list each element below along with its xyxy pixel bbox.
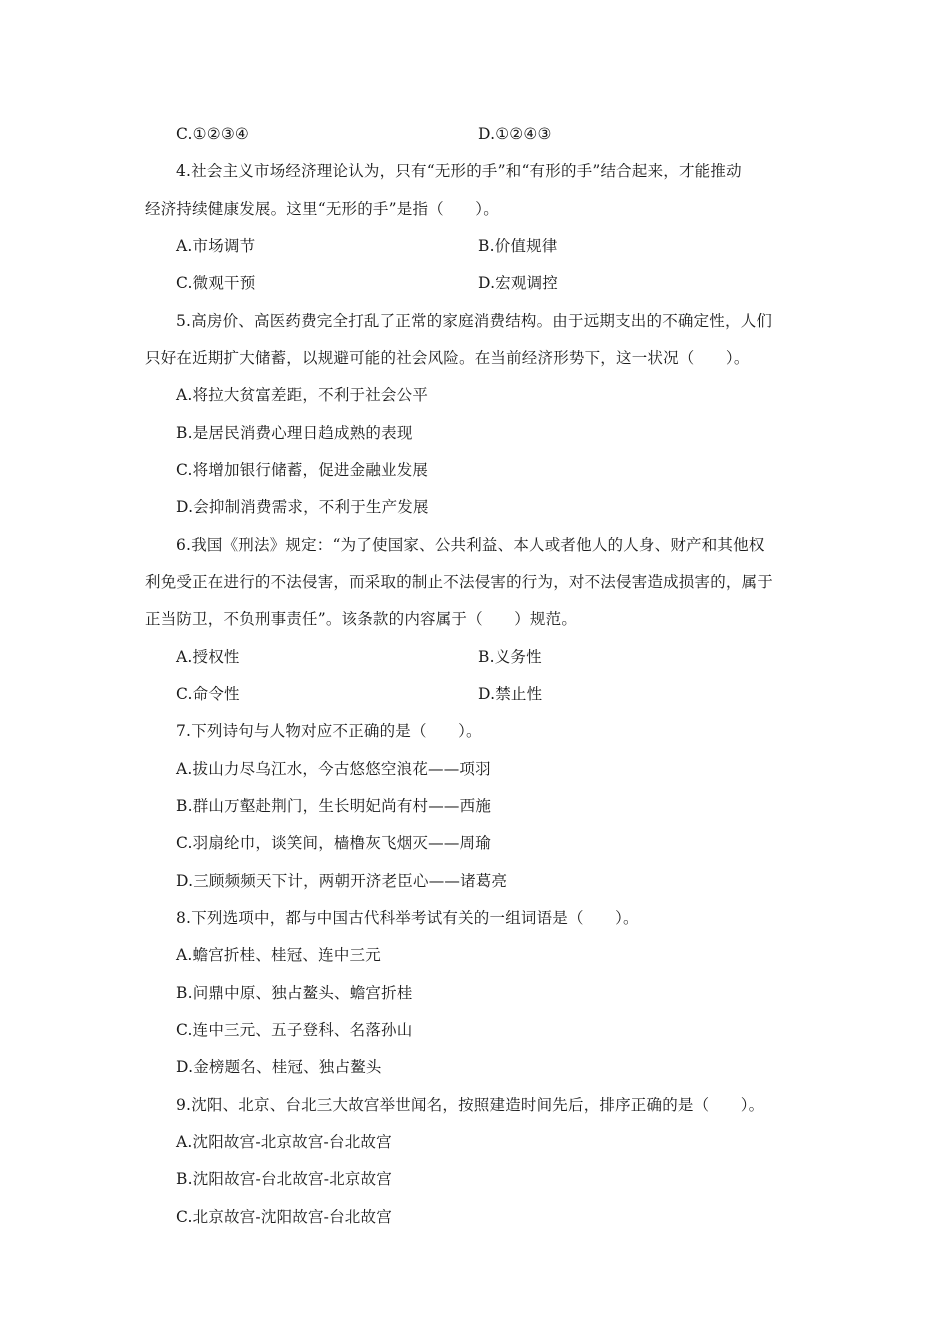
q4-option-c: C.微观干预: [176, 274, 256, 292]
q4-question-line-1: 4.社会主义市场经济理论认为，只有“无形的手”和“有形的手”结合起来，才能推动: [176, 162, 742, 180]
q5-option-a: A.将拉大贫富差距，不利于社会公平: [176, 386, 429, 404]
q8-option-d: D.金榜题名、桂冠、独占鳌头: [176, 1058, 382, 1076]
q5-option-d: D.会抑制消费需求，不利于生产发展: [176, 498, 429, 516]
q6-option-a: A.授权性: [176, 648, 240, 666]
q9-option-b: B.沈阳故宫-台北故宫-北京故宫: [176, 1170, 392, 1188]
q8-option-a: A.蟾宫折桂、桂冠、连中三元: [176, 946, 381, 964]
q7-question-line-1: 7.下列诗句与人物对应不正确的是（ ）。: [176, 722, 482, 740]
q5-question-line-1: 5.高房价、高医药费完全打乱了正常的家庭消费结构。由于远期支出的不确定性，人们: [176, 312, 773, 330]
q6-question-line-1: 6.我国《刑法》规定：“为了使国家、公共利益、本人或者他人的人身、财产和其他权: [176, 536, 765, 554]
q6-option-d: D.禁止性: [478, 685, 543, 703]
q6-option-c: C.命令性: [176, 685, 240, 703]
q9-question-line-1: 9.沈阳、北京、台北三大故宫举世闻名，按照建造时间先后，排序正确的是（ ）。: [176, 1096, 765, 1114]
q5-question-line-2: 只好在近期扩大储蓄，以规避可能的社会风险。在当前经济形势下，这一状况（ ）。: [145, 349, 750, 367]
q8-question-line-1: 8.下列选项中，都与中国古代科举考试有关的一组词语是（ ）。: [176, 909, 639, 927]
q7-option-b: B.群山万壑赴荆门，生长明妃尚有村——西施: [176, 797, 492, 815]
q7-option-a: A.拔山力尽乌江水，今古悠悠空浪花——项羽: [176, 760, 491, 778]
q8-option-b: B.问鼎中原、独占鳌头、蟾宫折桂: [176, 984, 413, 1002]
q6-question-line-3: 正当防卫，不负刑事责任”。该条款的内容属于（ ）规范。: [145, 610, 578, 628]
q5-option-c: C.将增加银行储蓄，促进金融业发展: [176, 461, 429, 479]
q9-option-a: A.沈阳故宫-北京故宫-台北故宫: [176, 1133, 392, 1151]
q4-question-line-2: 经济持续健康发展。这里“无形的手”是指（ ）。: [145, 200, 499, 218]
q7-option-c: C.羽扇纶巾，谈笑间，樯橹灰飞烟灭——周瑜: [176, 834, 491, 852]
q3-option-c: C.①②③④: [176, 125, 250, 143]
q5-option-b: B.是居民消费心理日趋成熟的表现: [176, 424, 413, 442]
q6-option-b: B.义务性: [478, 648, 542, 666]
q3-option-d: D.①②④③: [478, 125, 552, 143]
q8-option-c: C.连中三元、五子登科、名落孙山: [176, 1021, 413, 1039]
q4-option-d: D.宏观调控: [478, 274, 559, 292]
q9-option-c: C.北京故宫-沈阳故宫-台北故宫: [176, 1208, 392, 1226]
q4-option-b: B.价值规律: [478, 237, 558, 255]
q6-question-line-2: 利免受正在进行的不法侵害，而采取的制止不法侵害的行为，对不法侵害造成损害的，属于: [145, 573, 774, 591]
q4-option-a: A.市场调节: [176, 237, 256, 255]
q7-option-d: D.三顾频频天下计，两朝开济老臣心——诸葛亮: [176, 872, 508, 890]
